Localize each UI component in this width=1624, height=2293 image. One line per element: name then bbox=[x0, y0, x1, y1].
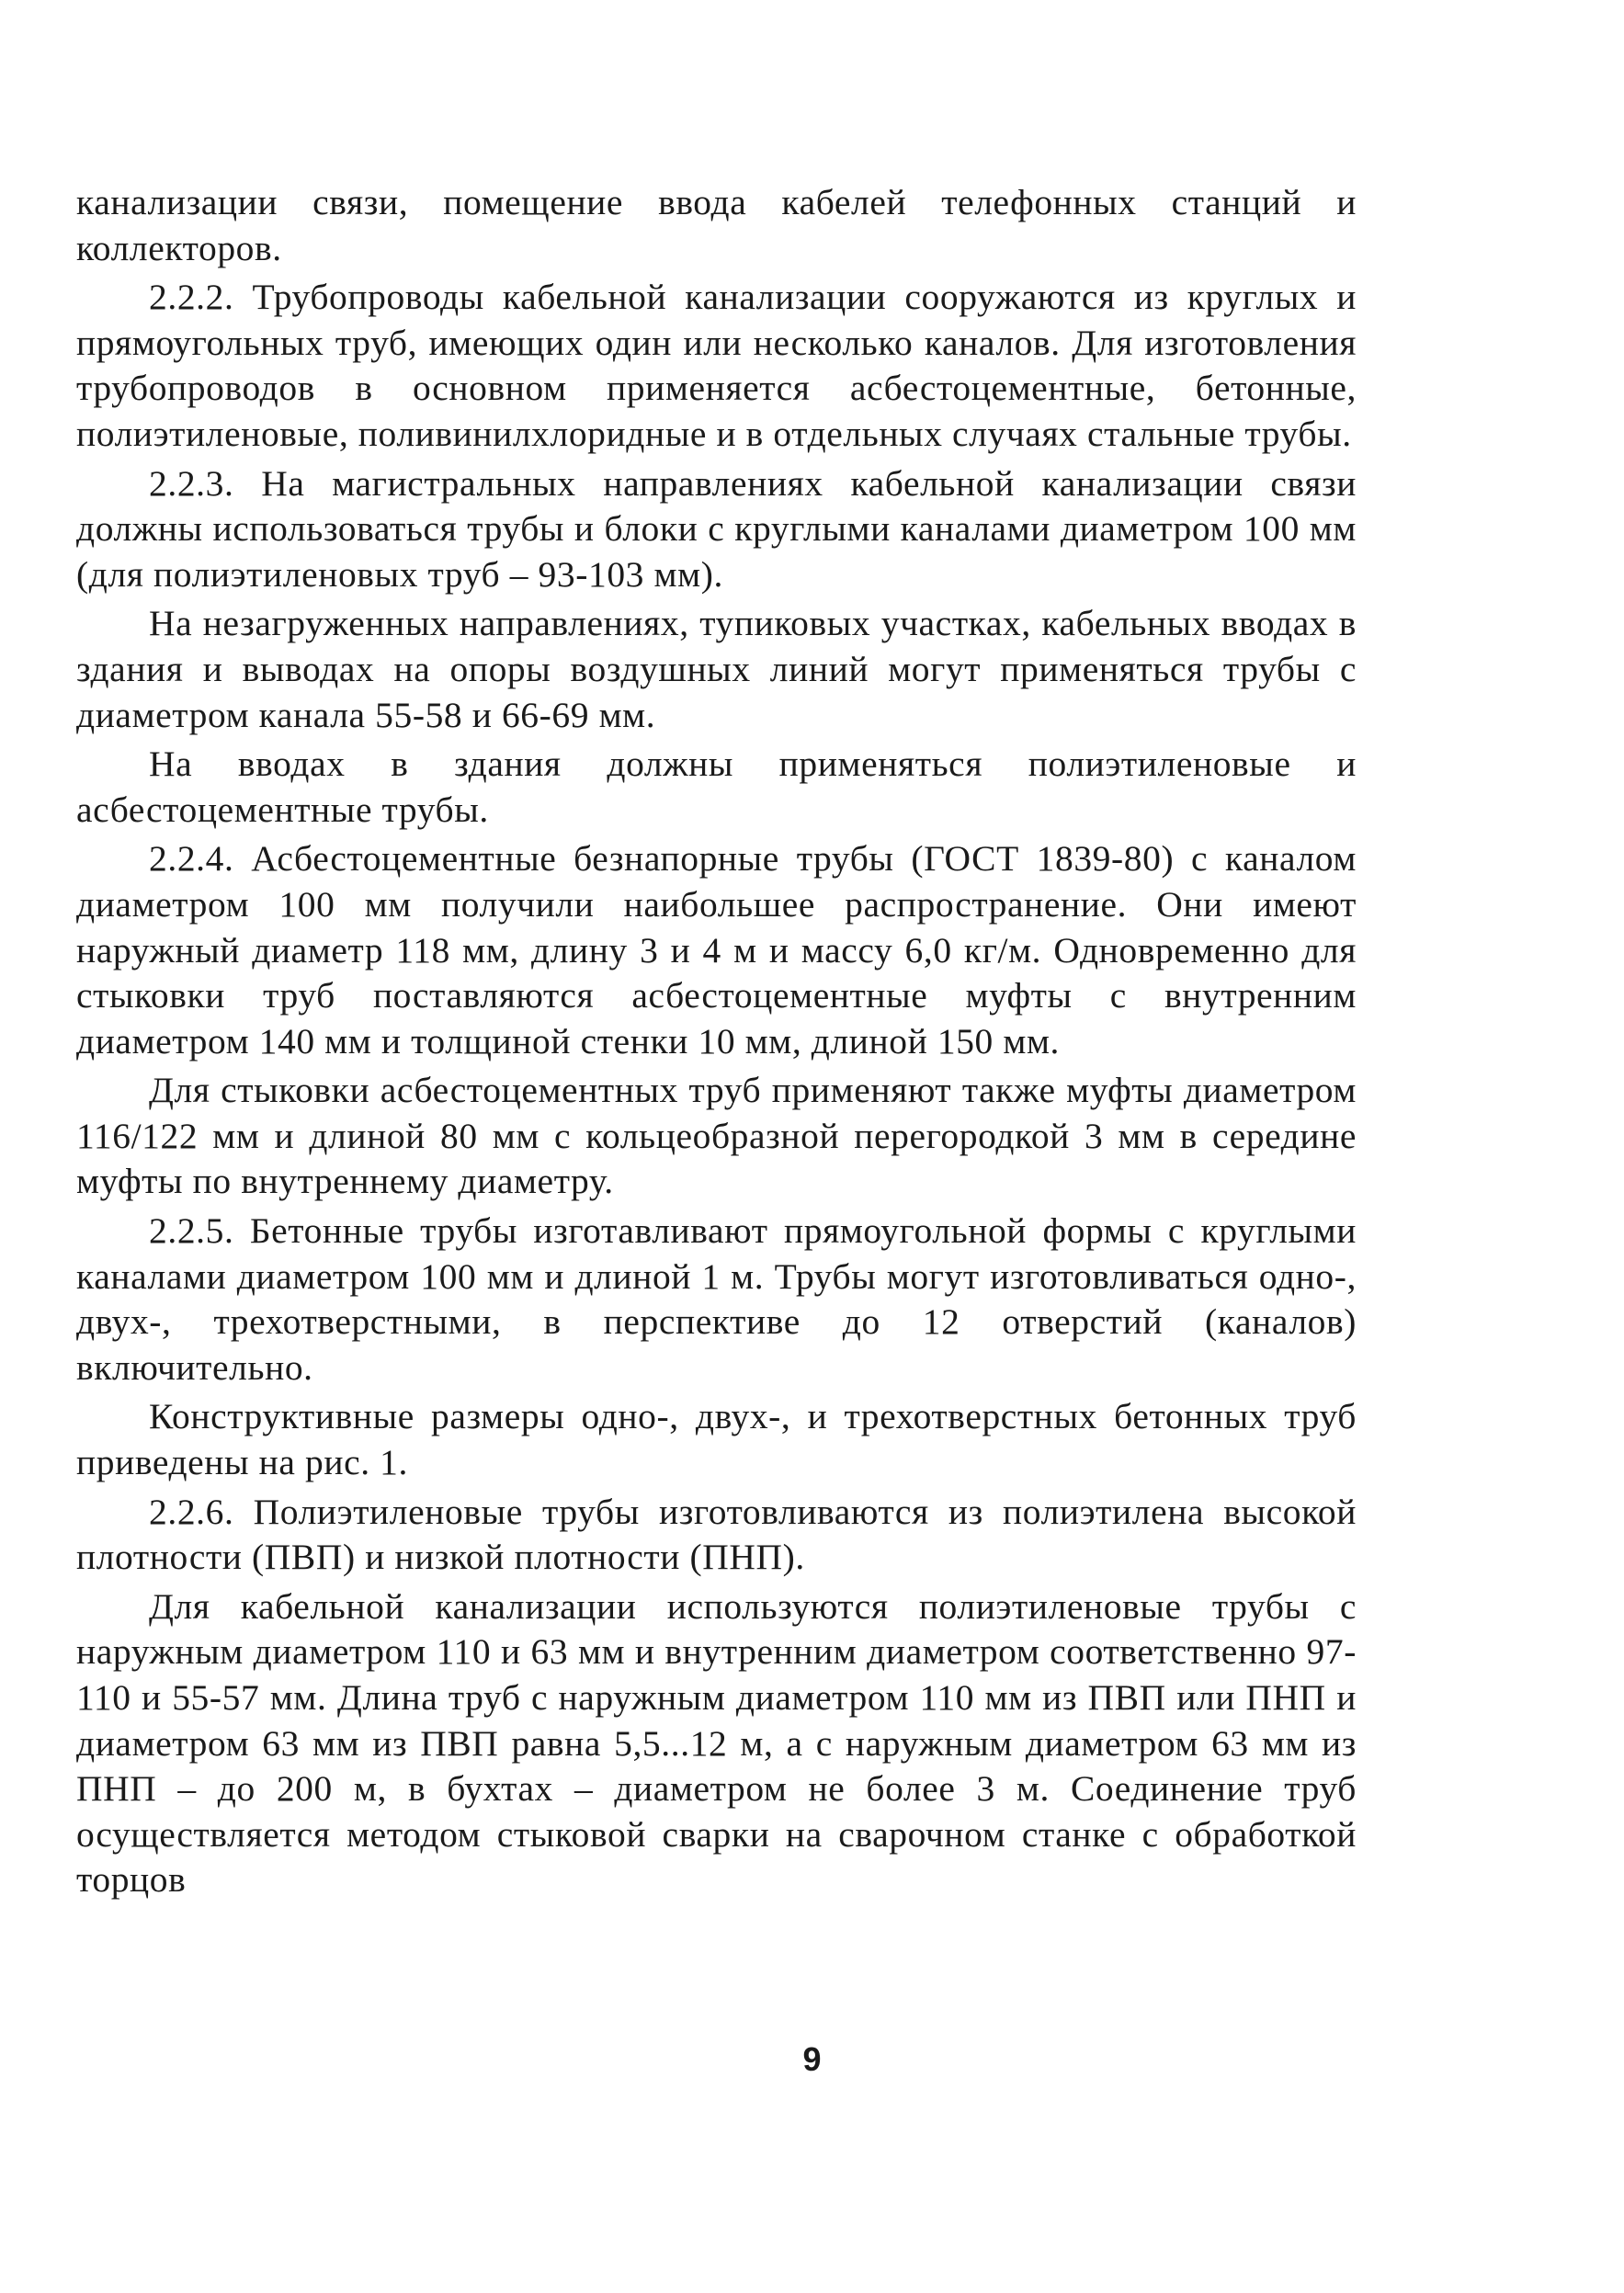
paragraph-2-2-4: 2.2.4. Асбестоцементные безнапорные трубы (ГОСТ 1839-80) с каналом диаметром 100 мм получили наибольшее распространение. Они имеют наружный диаметр 118 мм, длину 3 и 4 м и массу 6,0 кг/м. Одновременно для стыковки труб поставляются асбестоцементные муфты с внутренним диаметром 140 мм и толщиной стенки 10 мм, длиной 150 мм. bbox=[76, 838, 1357, 1061]
paragraph-2-2-5: 2.2.5. Бетонные трубы изготавливают прямоугольной формы с круглыми каналами диаметром 100 мм и длиной 1 м. Трубы могут изготовливаться одно-, двух-, трехотверстными, в перспективе до 12 отверстий (каналов) включительно. bbox=[76, 1210, 1357, 1388]
paragraph: Для стыковки асбестоцементных труб применяют также муфты диаметром 116/122 мм и длиной 80 мм с кольцеобразной перегородкой 3 мм в середине муфты по внутреннему диаметру. bbox=[76, 1070, 1357, 1202]
paragraph-2-2-6: 2.2.6. Полиэтиленовые трубы изготовливаются из полиэтилена высокой плотности (ПВП) и низкой плотности (ПНП). bbox=[76, 1491, 1357, 1578]
body-text bbox=[76, 180, 1357, 1907]
paragraph: На вводах в здания должны применяться полиэтиленовые и асбестоцементные трубы. bbox=[76, 744, 1357, 830]
paragraph: канализации связи, помещение ввода кабелей телефонных станций и коллекторов. bbox=[76, 182, 1357, 268]
paragraph: На незагруженных направлениях, тупиковых участках, кабельных вводах в здания и выводах на опоры воздушных линий могут применяться трубы с диаметром канала 55-58 и 66-69 мм. bbox=[76, 603, 1357, 735]
paragraph-2-2-2: 2.2.2. Трубопроводы кабельной канализации сооружаются из круглых и прямоугольных труб, имеющих один или несколько каналов. Для изготовления трубопроводов в основном применяется асбестоцементные, бетонные, полиэтиленовые, поливинилхлоридные и в отдельных случаях стальные трубы. bbox=[76, 277, 1357, 454]
paragraph: Для кабельной канализации используются полиэтиленовые трубы с наружным диаметром 110 и 63 мм и внутренним диаметром соответственно 97-110 и 55-57 мм. Длина труб с наружным диаметром 110 мм из ПВП или ПНП и диаметром 63 мм из ПВП равна 5,5...12 м, а с наружным диаметром 63 мм из ПНП – до 200 м, в бухтах – диаметром не более 3 м. Соединение труб осуществляется методом стыковой сварки на сварочном станке с обработкой торцов bbox=[76, 1585, 1357, 1901]
paragraph-2-2-3: 2.2.3. На магистральных направлениях кабельной канализации связи должны использоваться трубы и блоки с круглыми каналами диаметром 100 мм (для полиэтиленовых труб – 93-103 мм). bbox=[76, 462, 1357, 595]
paragraph: Конструктивные размеры одно-, двух-, и трехотверстных бетонных труб приведены на рис. 1. bbox=[76, 1396, 1357, 1483]
page-number: 9 bbox=[802, 2040, 822, 2078]
